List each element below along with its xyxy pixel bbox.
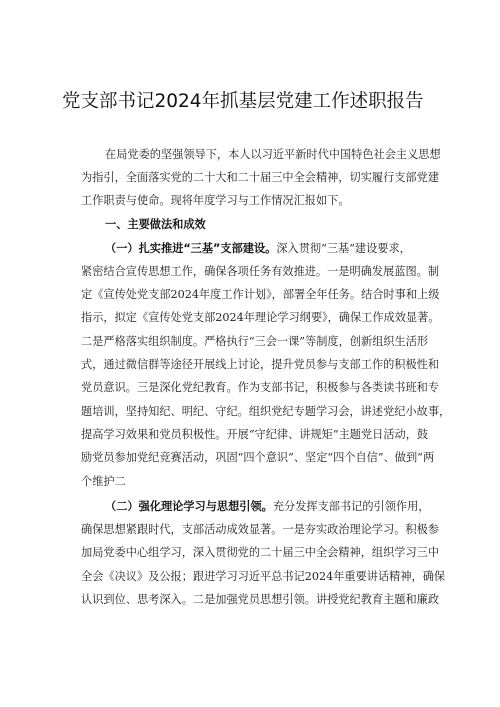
paragraph-line: 加局党委中心组学习，深入贯彻党的二十届三中全会精神，组织学习三中	[81, 546, 440, 559]
subsection-first-line	[105, 237, 465, 260]
subsection-heading: （二）强化理论学习与思想引领。	[105, 500, 273, 513]
paragraph-line: 党员意识。三是深化党纪教育。作为支部书记，积极参与各类读书班和专	[81, 381, 440, 394]
paragraph-line: 指示，拟定《宣传处党支部2024年理论学习纲要》，确保工作成效显著。	[81, 311, 440, 324]
paragraph-line: 式，通过微信群等途径开展线上讨论，提升党员参与支部工作的积极性和	[81, 358, 440, 371]
intro-line: 在局党委的坚强领导下，本人以习近平新时代中国特色社会主义思想	[105, 148, 441, 161]
paragraph-line: 提高学习效果和党员积极性。开展“守纪律、讲规矩”主题党日活动，鼓	[81, 428, 429, 441]
paragraph-line: 二是严格落实组织制度。严格执行“三会一课”等制度，创新组织生活形	[81, 335, 429, 348]
paragraph-line: 励党员参加党纪竞赛活动，巩固“四个意识”、坚定“四个自信”、做到“两	[81, 451, 435, 464]
paragraph-line: 题培训，坚持知纪、明纪、守纪。组织党纪专题学习会，讲述党纪小故事，	[81, 405, 451, 418]
paragraph-line: 全会《决议》及公报；跟进学习习近平总书记2024年重要讲话精神，确保	[81, 570, 446, 583]
paragraph-line: 紧密结合宣传思想工作，确保各项任务有效推进。一是明确发展蓝图。制	[81, 265, 440, 278]
paragraph-line: 定《宣传处党支部2024年度工作计划》，部署全年任务。结合时事和上级	[81, 288, 440, 301]
paragraph-line: 认识到位、思考深入。二是加强党员思想引领。讲授党纪教育主题和廉政	[81, 593, 440, 606]
subsection-first-line	[105, 495, 465, 518]
document-title: 党支部书记2024年抓基层党建工作述职报告	[62, 91, 424, 112]
paragraph-text: 充分发挥支部书记的引领作用，	[272, 500, 430, 513]
subsection-heading: （一）扎实推进“三基”支部建设。	[105, 242, 277, 255]
paragraph-text: 深入贯彻“三基”建设要求，	[276, 242, 411, 255]
intro-line: 工作职责与使命。现将年度学习与工作情况汇报如下。	[81, 194, 350, 207]
section-heading: 一、主要做法和成效	[105, 218, 206, 231]
paragraph-line: 确保思想紧跟时代，支部活动成效显著。一是夯实政治理论学习。积极参	[81, 523, 440, 536]
paragraph-line: 个维护二	[81, 475, 126, 488]
intro-line: 为指引，全面落实党的二十大和二十届三中全会精神，切实履行支部党建	[81, 171, 440, 184]
